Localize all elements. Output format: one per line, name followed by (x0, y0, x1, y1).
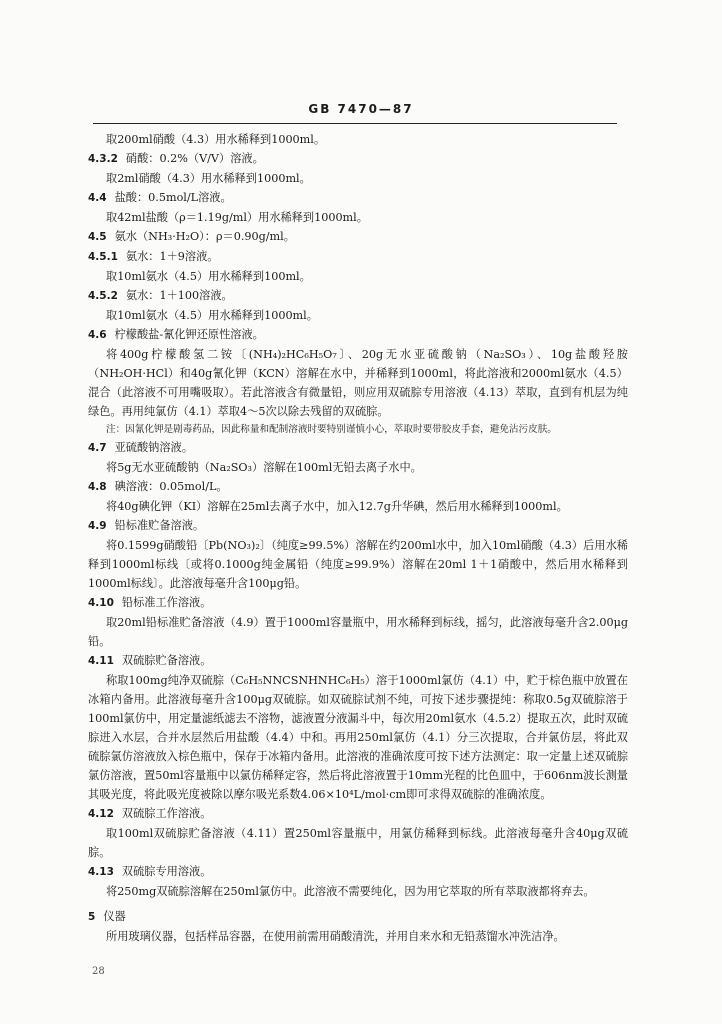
clause-heading (88, 286, 628, 306)
clause-number: 4.9 (88, 520, 107, 532)
clause-heading (88, 227, 628, 247)
clause-number: 4.4 (88, 192, 107, 204)
clause-number: 4.8 (88, 481, 107, 493)
clause-title: 柠檬酸盐-氰化钾还原性溶液。 (114, 328, 264, 341)
clause-title: 碘溶液：0.05mol/L。 (114, 480, 228, 493)
clause-heading (88, 516, 628, 536)
paragraph: 取100ml双硫腙贮备溶液（4.11）置250ml容量瓶中，用氯仿稀释到标线。此溶液每毫升含40μg双硫腙。 (88, 827, 628, 859)
clause-title: 硝酸：0.2%（V/V）溶液。 (125, 152, 264, 165)
clause-title: 氨水：1＋9溶液。 (125, 250, 219, 263)
paragraph: 将0.1599g硝酸铅〔Pb(NO₃)₂〕（纯度≥99.5%）溶解在约200ml水中，加入10ml硝酸（4.3）后用水稀释到1000ml标线〔或将0.1000g纯金属铅（纯度≥99.9%）溶解在20ml 1＋1硝酸中，然后用水稀释到1000ml标线〕。此溶液每毫升含100μg铅。 (88, 539, 628, 590)
document-body (88, 130, 628, 946)
clause-number: 4.3.2 (88, 153, 118, 165)
clause-title: 亚硫酸钠溶液。 (114, 441, 193, 454)
clause-number: 4.11 (88, 655, 114, 667)
clause-title: 双硫腙贮备溶液。 (121, 654, 212, 667)
clause-number: 5 (88, 911, 96, 923)
header-rule (93, 123, 617, 124)
clause-number: 4.5 (88, 231, 107, 243)
paragraph: 将5g无水亚硫酸钠（Na₂SO₃）溶解在100ml无铅去离子水中。 (106, 461, 422, 474)
clause-title: 盐酸：0.5mol/L溶液。 (114, 191, 232, 204)
clause-heading (88, 804, 628, 824)
clause-title: 铅标准贮备溶液。 (114, 519, 205, 532)
text-line: 取42ml盐酸（ρ＝1.19g/ml）用水稀释到1000ml。 (106, 211, 368, 224)
paragraph: 称取100mg纯净双硫腙（C₆H₅NNCSNHNHC₆H₅）溶于1000ml氯仿（4.1）中，贮于棕色瓶中放置在冰箱内备用。此溶液每毫升含100μg双硫腙。如双硫腙试剂不纯，可按下述步骤提纯：称取0.5g双硫腙溶于100ml氯仿中，用定量滤纸滤去不溶物，滤液置分液漏斗中，每次用20ml氨水（4.5.2）提取五次，此时双硫腙进入水层，合并水层然后用盐酸（4.4）中和。再用250ml氯仿（4.1）分三次提取，合并氯仿层，将此双硫腙氯仿溶液放入棕色瓶中，保存于冰箱内备用。此溶液的准确浓度可按下述方法测定：取一定量上述双硫腙氯仿溶液，置50ml容量瓶中以氯仿稀释定容，然后将此溶液置于10mm光程的比色皿中，于606nm波长测量其吸光度，将此吸光度被除以摩尔吸光系数4.06×10⁴L/mol·cm即可求得双硫腙的准确浓度。 (88, 674, 628, 801)
clause-heading (88, 188, 628, 208)
clause-heading (88, 247, 628, 267)
clause-title: 铅标准工作溶液。 (121, 596, 212, 609)
paragraph: 将40g碘化钾（KI）溶解在25ml去离子水中，加入12.7g升华碘，然后用水稀释到1000ml。 (106, 500, 568, 513)
text-line: 取200ml硝酸（4.3）用水稀释到1000ml。 (106, 133, 326, 146)
clause-title: 氨水：1＋100溶液。 (125, 289, 233, 302)
clause-number: 4.5.1 (88, 251, 118, 263)
paragraph: 将400g柠檬酸氢二铵〔(NH₄)₂HC₆H₅O₇〕、20g无水亚硫酸钠（Na₂SO₃）、10g盐酸羟胺（NH₂OH·HCl）和40g氰化钾（KCN）溶解在水中，并稀释到1000ml，将此溶液和2000ml氨水（4.5）混合（此溶液不可用嘴吸取）。若此溶液含有微量铅，则应用双硫腙专用溶液（4.13）萃取，直到有机层为纯绿色。再用纯氯仿（4.1）萃取4～5次以除去残留的双硫腙。 (88, 348, 628, 418)
section-heading (88, 907, 628, 927)
clause-number: 4.5.2 (88, 290, 118, 302)
page-number: 28 (92, 966, 105, 977)
clause-title: 双硫腙专用溶液。 (121, 865, 212, 878)
text-line: 取10ml氨水（4.5）用水稀释到100ml。 (106, 270, 311, 283)
clause-number: 4.13 (88, 866, 114, 878)
note: 注：因氰化钾是剧毒药品，因此称量和配制溶液时要特别谨慎小心，萃取时要带胶皮手套，避免沾污皮肤。 (106, 424, 557, 435)
paragraph: 将250mg双硫腙溶解在250ml氯仿中。此溶液不需要纯化，因为用它萃取的所有萃取液都将弃去。 (106, 885, 595, 898)
paragraph: 所用玻璃仪器，包括样品容器，在使用前需用硝酸清洗，并用自来水和无铅蒸馏水冲洗洁净。 (106, 930, 565, 943)
clause-number: 4.10 (88, 597, 114, 609)
clause-number: 4.6 (88, 329, 107, 341)
clause-heading (88, 149, 628, 169)
clause-heading (88, 593, 628, 613)
clause-heading (88, 325, 628, 345)
page-header: GB 7470—87 (308, 102, 414, 116)
clause-heading (88, 438, 628, 458)
clause-title: 仪器 (103, 910, 126, 923)
clause-heading (88, 862, 628, 882)
clause-heading (88, 477, 628, 497)
clause-number: 4.12 (88, 808, 114, 820)
text-line: 取2ml硝酸（4.3）用水稀释到1000ml。 (106, 172, 311, 185)
paragraph: 取20ml铅标准贮备溶液（4.9）置于1000ml容量瓶中，用水稀释到标线，摇匀，此溶液每毫升含2.00μg铅。 (88, 616, 628, 648)
clause-title: 双硫腙工作溶液。 (121, 807, 212, 820)
clause-heading (88, 651, 628, 671)
text-line: 取10ml氨水（4.5）用水稀释到1000ml。 (106, 309, 318, 322)
clause-title: 氨水（NH₃·H₂O）：ρ＝0.90g/ml。 (114, 230, 295, 243)
clause-number: 4.7 (88, 442, 107, 454)
